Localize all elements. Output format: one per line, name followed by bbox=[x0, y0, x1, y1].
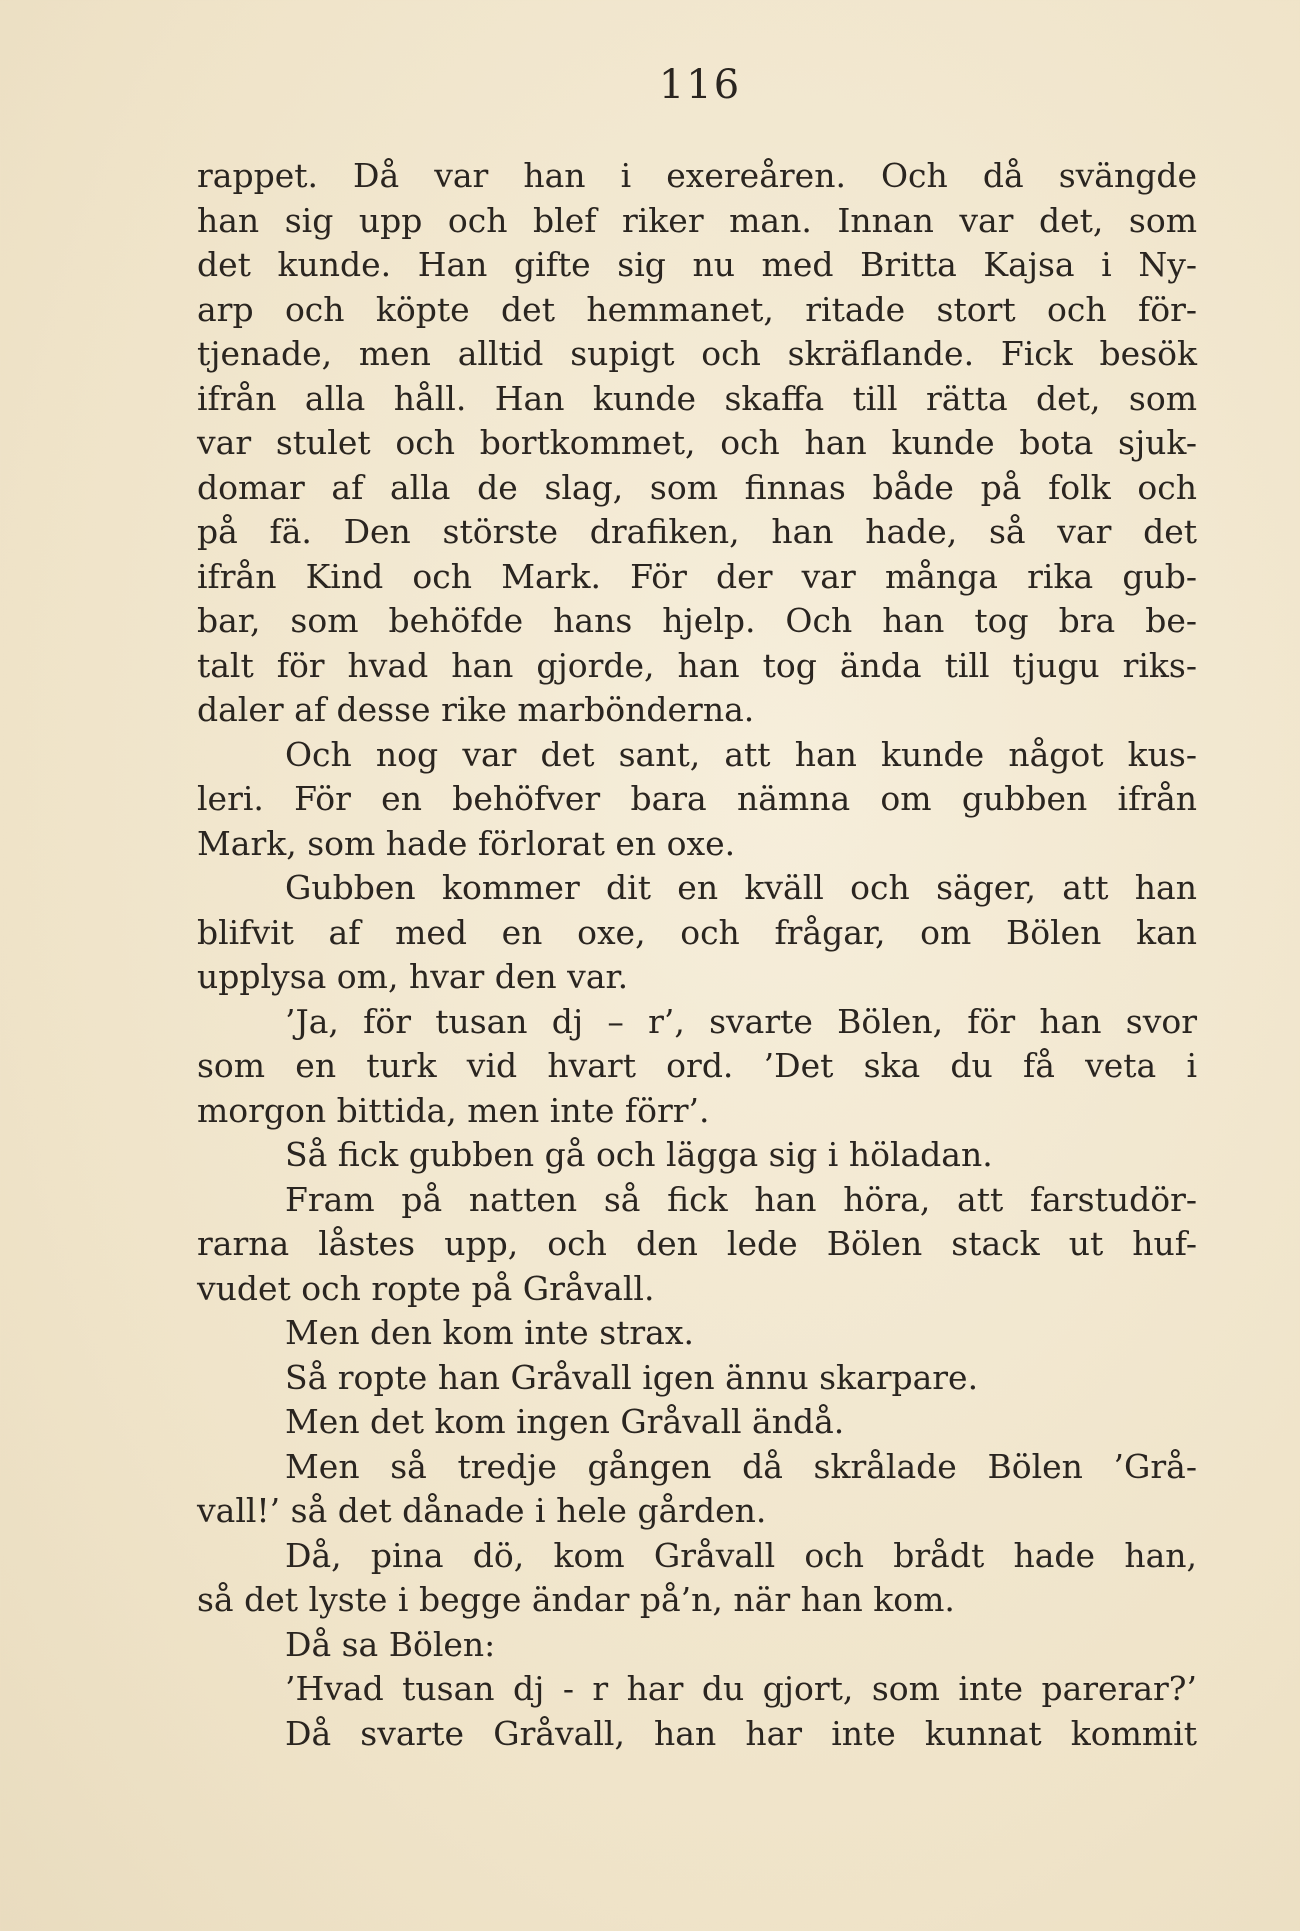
text-line: Gubben kommer dit en kväll och säger, att han bbox=[285, 868, 1197, 907]
text-line: talt för hvad han gjorde, han tog ända till tjugu riks- bbox=[197, 645, 1197, 685]
text-line: Så fick gubben gå och lägga sig i höladan. bbox=[285, 1135, 993, 1174]
text-line: Fram på natten så fick han höra, att farstudör- bbox=[285, 1179, 1197, 1219]
text-line: Men så tredje gången då skrålade Bölen ’Grå- bbox=[285, 1446, 1197, 1486]
text-line: Då, pina dö, kom Gråvall och brådt hade han, bbox=[285, 1535, 1197, 1575]
text-line: arp och köpte det hemmanet, ritade stort och för- bbox=[197, 289, 1197, 329]
text-line: ifrån alla håll. Han kunde skaffa till rätta det, som bbox=[197, 378, 1197, 418]
text-line: ifrån Kind och Mark. För der var många rika gub- bbox=[197, 556, 1197, 596]
text-line: ’Hvad tusan dj - r har du gjort, som inte parerar?’ bbox=[285, 1669, 1197, 1708]
text-line: vudet och ropte på Gråvall. bbox=[197, 1268, 655, 1308]
text-line: tjenade, men alltid supigt och skräflande. Fick besök bbox=[197, 334, 1197, 373]
text-line: Men den kom inte strax. bbox=[285, 1313, 694, 1352]
text-line: Och nog var det sant, att han kunde något kus- bbox=[285, 734, 1197, 774]
text-line: vall!’ så det dånade i hele gården. bbox=[197, 1491, 767, 1530]
text-line: rappet. Då var han i exereåren. Och då svängde bbox=[197, 156, 1197, 195]
text-line: Då svarte Gråvall, han har inte kunnat kommit bbox=[285, 1713, 1197, 1753]
text-line: morgon bittida, men inte förr’. bbox=[197, 1090, 710, 1130]
text-body bbox=[197, 154, 1197, 1756]
text-line: ’Ja, för tusan dj – r’, svarte Bölen, för han svor bbox=[285, 1001, 1197, 1041]
text-line: upplysa om, hvar den var. bbox=[197, 957, 629, 996]
text-line: blifvit af med en oxe, och frågar, om Bölen kan bbox=[197, 912, 1197, 952]
text-line: det kunde. Han gifte sig nu med Britta Kajsa i Ny- bbox=[197, 245, 1197, 284]
text-line: på fä. Den störste drafiken, han hade, så var det bbox=[197, 512, 1197, 551]
text-line: Mark, som hade förlorat en oxe. bbox=[197, 823, 736, 863]
page-number: 116 bbox=[658, 62, 742, 108]
text-line: så det lyste i begge ändar på’n, när han kom. bbox=[197, 1580, 955, 1619]
text-line: Så ropte han Gråvall igen ännu skarpare. bbox=[285, 1357, 979, 1397]
text-line: bar, som behöfde hans hjelp. Och han tog bra be- bbox=[197, 601, 1197, 640]
text-line: Då sa Bölen: bbox=[285, 1624, 496, 1664]
text-line: daler af desse rike marbönderna. bbox=[197, 690, 755, 729]
text-line: leri. För en behöfver bara nämna om gubben ifrån bbox=[197, 779, 1197, 818]
text-line: Men det kom ingen Gråvall ändå. bbox=[285, 1402, 845, 1441]
text-line: var stulet och bortkommet, och han kunde bota sjuk- bbox=[197, 423, 1197, 462]
text-line: domar af alla de slag, som finnas både på folk och bbox=[197, 467, 1197, 507]
text-line: som en turk vid hvart ord. ’Det ska du få veta i bbox=[197, 1046, 1197, 1085]
text-line: rarna låstes upp, och den lede Bölen stack ut huf- bbox=[197, 1224, 1197, 1263]
text-line: han sig upp och blef riker man. Innan var det, som bbox=[197, 200, 1197, 240]
